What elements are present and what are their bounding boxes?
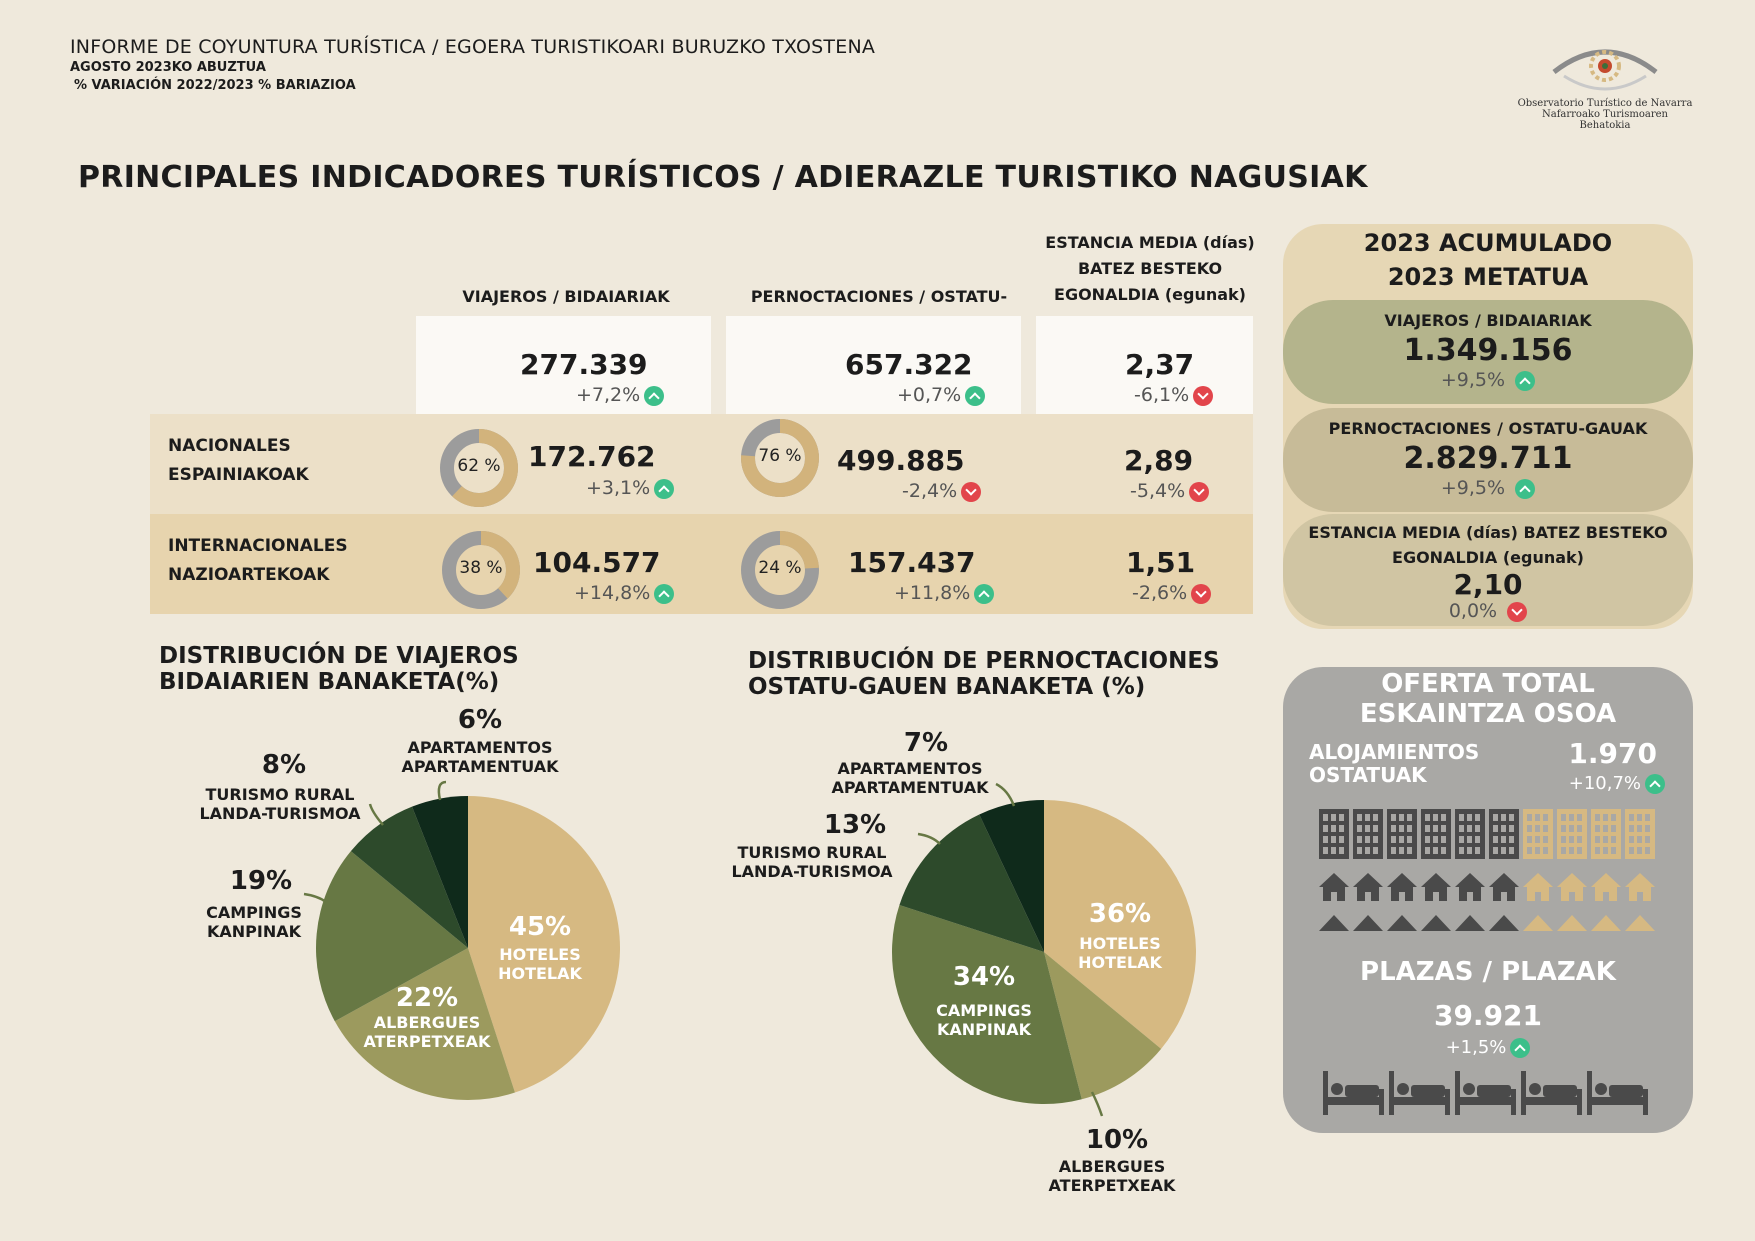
oferta-title-es: OFERTA TOTAL: [1381, 669, 1595, 699]
pie1-label-campings-pct: 19%: [229, 866, 293, 896]
pie1-albergues-es: ALBERGUES: [373, 1013, 481, 1032]
int-pernoctaciones-value: 157.437: [848, 546, 976, 579]
chart1-title-eu: BIDAIARIEN BANAKETA(%): [159, 669, 500, 695]
report-title: INFORME DE COYUNTURA TURÍSTICA / EGOERA TURISTIKOARI BURUZKO TXOSTENA: [70, 36, 876, 58]
pie1-apartamentos-es: APARTAMENTOS: [407, 738, 553, 757]
pie1-label-apartamentos-pct: 6%: [457, 705, 503, 735]
pie2-albergues-eu: ATERPETXEAK: [1048, 1176, 1176, 1195]
acum-pernoctaciones-label: PERNOCTACIONES / OSTATU-GAUAK: [1328, 419, 1648, 438]
report-period: AGOSTO 2023KO ABUZTUA: [70, 60, 266, 75]
pie1-rural-es: TURISMO RURAL: [205, 785, 355, 804]
pie1-albergues-eu: ATERPETXEAK: [363, 1032, 491, 1051]
leader-arrow: [439, 782, 446, 800]
col-header-estancia-line2: BATEZ BESTEKO: [1077, 259, 1223, 278]
nac-estancia-pct: -5,4%: [1130, 480, 1186, 502]
total-viajeros-value: 277.339: [520, 348, 648, 381]
pie2-label-campings-pct: 34%: [952, 962, 1016, 992]
acum-viajeros-value: 1.349.156: [1403, 333, 1573, 368]
pie2-hoteles-es: HOTELES: [1079, 934, 1161, 953]
nac-estancia-value: 2,89: [1124, 444, 1194, 477]
donut-label: 76 %: [758, 446, 802, 466]
alojamientos-es: ALOJAMIENTOS: [1309, 740, 1480, 764]
report-variation-note: % VARIACIÓN 2022/2023 % BARIAZIOA: [74, 78, 356, 93]
plazas-pct: +1,5%: [1445, 1037, 1507, 1058]
acum-pernoctaciones-value: 2.829.711: [1403, 441, 1573, 476]
int-viajeros-pct: +14,8%: [574, 582, 651, 604]
total-viajeros-pct: +7,2%: [576, 384, 641, 406]
col-header-pernoctaciones: PERNOCTACIONES / OSTATU-: [750, 287, 1008, 306]
pie2-label-hoteles-pct: 36%: [1088, 899, 1152, 929]
nac-pernoctaciones-value: 499.885: [837, 444, 965, 477]
int-estancia-value: 1,51: [1126, 546, 1196, 579]
pie2-rural-eu: LANDA-TURISMOA: [731, 862, 893, 881]
chart2-title-eu: OSTATU-GAUEN BANAKETA (%): [748, 674, 1146, 700]
pie1-label-hoteles-pct: 45%: [508, 912, 572, 942]
pie2-albergues-es: ALBERGUES: [1058, 1157, 1166, 1176]
alojamientos-value: 1.970: [1568, 737, 1657, 770]
leader-arrow: [1092, 1092, 1102, 1116]
acum-estancia-label2: EGONALDIA (egunak): [1392, 548, 1584, 567]
page-title: PRINCIPALES INDICADORES TURÍSTICOS / ADIERAZLE TURISTIKO NAGUSIAK: [78, 160, 1368, 195]
leader-arrow: [370, 804, 383, 825]
leader-arrow: [918, 834, 940, 844]
logo-text-eu: Nafarroako Turismoaren Behatokia: [1541, 109, 1668, 131]
total-pernoctaciones-value: 657.322: [845, 348, 973, 381]
acum-viajeros-pct: +9,5%: [1440, 369, 1506, 391]
pie2-label-albergues-pct: 10%: [1085, 1125, 1149, 1155]
pie1-apartamentos-eu: APARTAMENTUAK: [401, 757, 559, 776]
acum-viajeros-label: VIAJEROS / BIDAIARIAK: [1384, 311, 1592, 330]
internacionales-eu: NAZIOARTEKOAK: [168, 565, 330, 585]
pie2-label-apartamentos-pct: 7%: [903, 728, 949, 758]
leader-arrow: [304, 894, 326, 902]
logo-text-es: Observatorio Turístico de Navarra: [1517, 98, 1693, 109]
int-viajeros-value: 104.577: [533, 546, 661, 579]
pie2-campings-eu: KANPINAK: [936, 1020, 1032, 1039]
plazas-label: PLAZAS / PLAZAK: [1360, 957, 1616, 987]
col-header-estancia-line1: ESTANCIA MEDIA (días): [1045, 233, 1255, 252]
alojamientos-eu: OSTATUAK: [1309, 763, 1427, 787]
pie1-label-albergues-pct: 22%: [395, 983, 459, 1013]
int-estancia-pct: -2,6%: [1132, 582, 1188, 604]
nac-pernoctaciones-pct: -2,4%: [902, 480, 958, 502]
chart1-title-es: DISTRIBUCIÓN DE VIAJEROS: [159, 643, 519, 669]
nacionales-eu: ESPAINIAKOAK: [168, 465, 309, 485]
pie2-apartamentos-es: APARTAMENTOS: [837, 759, 983, 778]
pie1-rural-eu: LANDA-TURISMOA: [199, 804, 361, 823]
pie1-hoteles-eu: HOTELAK: [498, 964, 582, 983]
leader-arrow: [996, 784, 1014, 806]
pie2-campings-es: CAMPINGS: [936, 1001, 1032, 1020]
nacionales-es: NACIONALES: [168, 436, 291, 456]
pie2-hoteles-eu: HOTELAK: [1078, 953, 1162, 972]
plazas-value: 39.921: [1433, 999, 1543, 1032]
pie2-label-rural-pct: 13%: [823, 810, 887, 840]
col-header-viajeros: VIAJEROS / BIDAIARIAK: [462, 287, 670, 306]
pie1-label-rural-pct: 8%: [261, 750, 307, 780]
acum-estancia-value: 2,10: [1453, 568, 1523, 601]
total-pernoctaciones-pct: +0,7%: [897, 384, 962, 406]
acumulado-title-es: 2023 ACUMULADO: [1363, 229, 1613, 257]
pie2-rural-es: TURISMO RURAL: [737, 843, 887, 862]
col-header-estancia-line3: EGONALDIA (egunak): [1054, 285, 1246, 304]
acum-estancia-pct: 0,0%: [1448, 600, 1498, 622]
donut-label: 24 %: [758, 558, 802, 578]
acum-estancia-label1: ESTANCIA MEDIA (días) BATEZ BESTEKO: [1308, 523, 1668, 542]
acum-pernoctaciones-pct: +9,5%: [1440, 477, 1506, 499]
donut-label: 38 %: [459, 558, 503, 578]
internacionales-es: INTERNACIONALES: [168, 536, 348, 556]
pie1-campings-es: CAMPINGS: [206, 903, 302, 922]
alojamientos-pct: +10,7%: [1568, 773, 1641, 794]
total-estancia-value: 2,37: [1125, 348, 1195, 381]
pie2-apartamentos-eu: APARTAMENTUAK: [831, 778, 989, 797]
int-pernoctaciones-pct: +11,8%: [894, 582, 971, 604]
pie1-campings-eu: KANPINAK: [206, 922, 302, 941]
nac-viajeros-value: 172.762: [528, 440, 656, 473]
nac-viajeros-pct: +3,1%: [586, 477, 651, 499]
acumulado-title-eu: 2023 METATUA: [1387, 263, 1589, 291]
donut-label: 62 %: [457, 456, 501, 476]
oferta-title-eu: ESKAINTZA OSOA: [1359, 699, 1617, 729]
chart2-title-es: DISTRIBUCIÓN DE PERNOCTACIONES: [748, 648, 1220, 674]
pie1-hoteles-es: HOTELES: [499, 945, 581, 964]
total-estancia-pct: -6,1%: [1134, 384, 1190, 406]
